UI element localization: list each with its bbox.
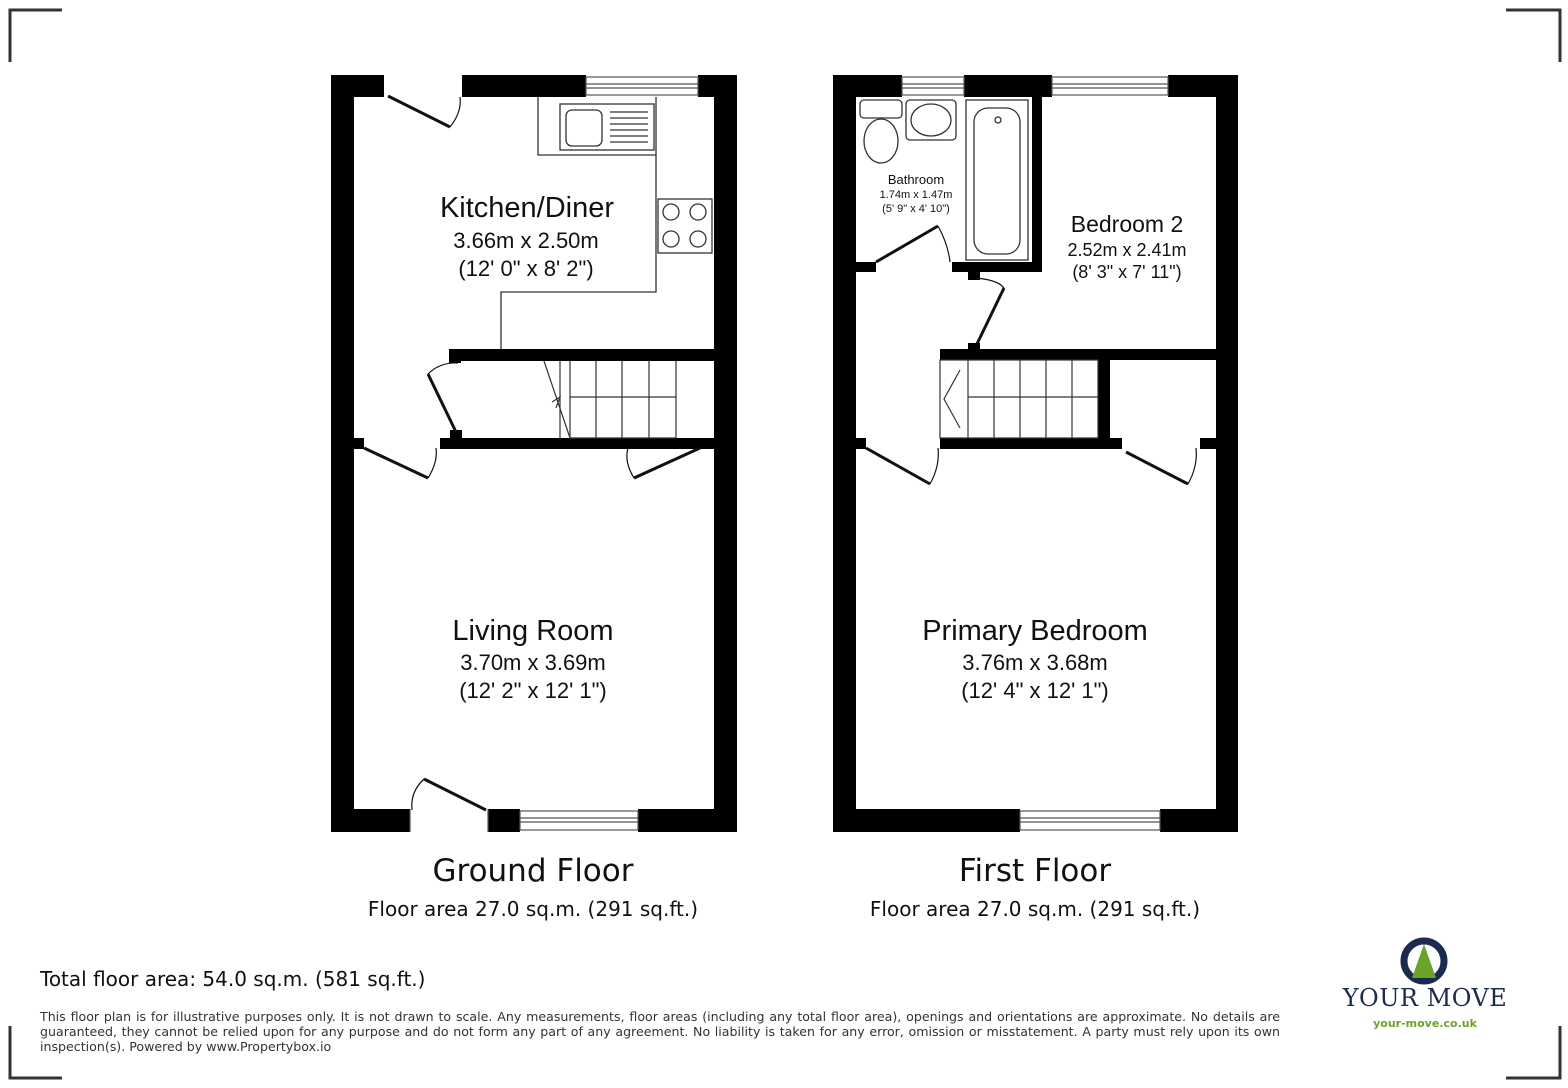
kitchen-dim-m: 3.66m x 2.50m [453, 228, 599, 253]
ground-floor-area: Floor area 27.0 sq.m. (291 sq.ft.) [367, 897, 699, 921]
first-floor-area: Floor area 27.0 sq.m. (291 sq.ft.) [869, 897, 1201, 921]
brand-name: YOUR MOVE [1342, 984, 1508, 1012]
bedroom2-dim-ft: (8' 3" x 7' 11") [1072, 262, 1182, 282]
kitchen-name: Kitchen/Diner [439, 192, 615, 224]
brand-url[interactable]: your-move.co.uk [1373, 1017, 1477, 1030]
bedroom2-name: Bedroom 2 [1070, 211, 1184, 237]
living-dim-ft: (12' 2" x 12' 1") [459, 678, 607, 703]
primary-bedroom-dim-ft: (12' 4" x 12' 1") [961, 678, 1109, 703]
bedroom2-dim-m: 2.52m x 2.41m [1067, 240, 1187, 260]
your-move-logo-icon [1404, 941, 1444, 981]
ground-floor-title: Ground Floor [432, 853, 634, 889]
living-name: Living Room [452, 615, 614, 647]
primary-bedroom-name: Primary Bedroom [922, 615, 1148, 647]
crop-marks [10, 10, 1560, 1078]
bathroom-dim-m: 1.74m x 1.47m [879, 189, 953, 201]
primary-bedroom-dim-m: 3.76m x 3.68m [962, 650, 1108, 675]
ground-floor-plan [331, 75, 737, 832]
bathroom-dim-ft: (5' 9" x 4' 10") [882, 203, 950, 215]
disclaimer-text: This floor plan is for illustrative purposes only. It is not drawn to scale. Any measurements, floor areas (including any total floor area), openings and orientations are approximate. No details are guaranteed, they cannot be relied upon for any purpose and do not form any part of any agreement. No liability is taken for any error, omission or misstatement. A party must rely upon its own inspection(s). Powered by www.Propertybox.io [40, 1009, 1280, 1054]
total-floor-area: Total floor area: 54.0 sq.m. (581 sq.ft.) [40, 967, 426, 991]
bathroom-name: Bathroom [887, 172, 945, 187]
kitchen-dim-ft: (12' 0" x 8' 2") [458, 256, 594, 281]
first-floor-title: First Floor [958, 853, 1112, 889]
living-dim-m: 3.70m x 3.69m [460, 650, 606, 675]
